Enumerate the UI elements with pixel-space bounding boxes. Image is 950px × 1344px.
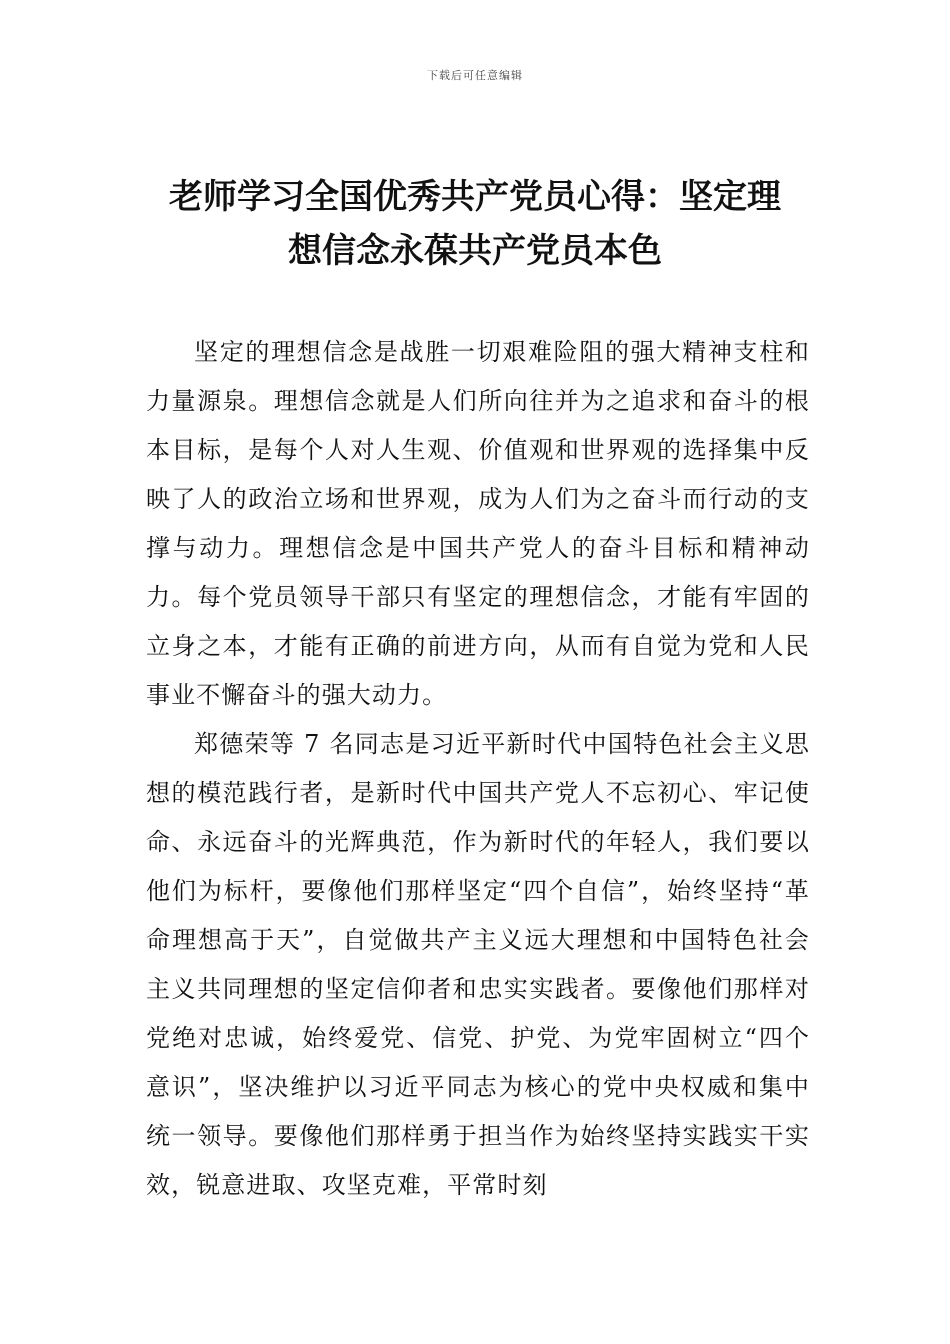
header-note: 下载后可任意编辑 [427,69,523,82]
document-title [140,170,810,278]
document-body [146,328,810,1210]
paragraph: 郑德荣等 7 名同志是习近平新时代中国特色社会主义思想的模范践行者，是新时代中国共产党人不忘初心、牢记使命、永远奋斗的光辉典范，作为新时代的年轻人，我们要以他们为标杆，要像他们那样坚定“四个自信”，始终坚持“革命理想高于天”，自觉做共产主义远大理想和中国特色社会主义共同理想的坚定信仰者和忠实实践者。要像他们那样对党绝对忠诚，始终爱党、信党、护党、为党牢固树立“四个意识”，坚决维护以习近平同志为核心的党中央权威和集中统一领导。要像他们那样勇于担当作为始终坚持实践实干实效，锐意进取、攻坚克难，平常时刻 [146,730,810,1199]
paragraph: 坚定的理想信念是战胜一切艰难险阻的强大精神支柱和力量源泉。理想信念就是人们所向往并为之追求和奋斗的根本目标，是每个人对人生观、价值观和世界观的选择集中反映了人的政治立场和世界观，成为人们为之奋斗而行动的支撑与动力。理想信念是中国共产党人的奋斗目标和精神动力。每个党员领导干部只有坚定的理想信念，才能有牢固的立身之本，才能有正确的前进方向，从而有自觉为党和人民事业不懈奋斗的强大动力。 [146,338,810,709]
title-line-1: 老师学习全国优秀共产党员心得：坚定理 [169,177,781,217]
title-line-2: 想信念永葆共产党员本色 [288,231,662,271]
